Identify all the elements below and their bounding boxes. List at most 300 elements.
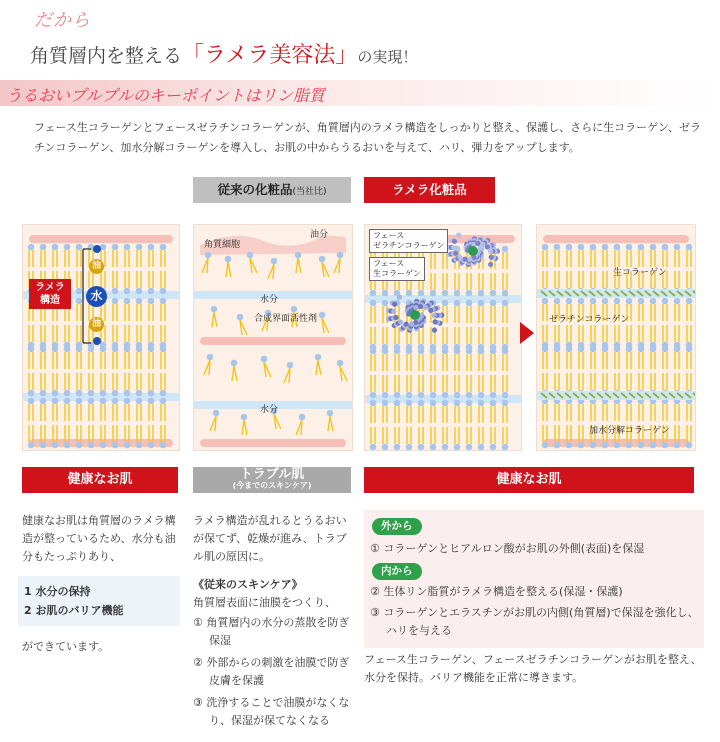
lipid-head [148,298,155,305]
lipid-head [382,290,389,297]
lipid-head [136,298,143,305]
lipid-head [136,442,143,449]
lamella-diagram-healthy [23,225,179,450]
healthy-ending: ができています。 [22,640,110,653]
lamella-diagram-result [537,225,695,450]
lipid-head [406,348,413,355]
trouble-item-1: ① 角質層内の水分の蒸散を防ぎ保湿 [193,616,350,647]
lipid-head [614,442,621,449]
lamella-footer-text: フェース生コラーゲン、フェースゼラチンコラーゲンがお肌を整え、水分を保持。バリア機能を正常に導きます。 [364,653,702,684]
lipid-head [295,252,302,259]
lipid-head [442,392,449,399]
collagen-bead [475,241,480,246]
lipid-head [614,244,621,251]
lipid-head [112,244,119,251]
point-2: 2 お肌のバリア機能 [24,604,124,617]
lipid-head [88,346,95,353]
lipid-head [327,410,334,417]
lipid-head [626,244,633,251]
lipid-head [430,290,437,297]
lipid-head [686,298,693,305]
lipid-head [638,346,645,353]
keratin-cell [543,235,689,243]
lipid-head [454,400,461,407]
lipid-head [136,288,143,295]
lipid-head [478,290,485,297]
lipid-head [88,398,95,405]
lipid-head [466,400,473,407]
lipid-head [590,346,597,353]
lipid-head [674,442,681,449]
lipid-head [554,244,561,251]
column-trouble [193,512,355,730]
gelatin-collagen-label: ゼラチンコラーゲン [549,315,630,325]
lipid-tail [244,420,247,435]
lipid-head [578,346,585,353]
lipid-head [626,346,633,353]
lipid-head [40,244,47,251]
lipid-head [28,390,35,397]
lipid-head [478,392,485,399]
lipid-head [394,400,401,407]
lipid-head [418,400,425,407]
lipid-head [160,346,167,353]
marker-dot [93,337,101,345]
lipid-tail [296,258,298,273]
lipid-tail [226,262,228,277]
trouble-lead: 角質層表面に油膜をつくり、 [193,596,336,609]
lamella-tag: ラメラ 構造 [29,279,71,309]
page-title [30,38,417,69]
lipid-head [602,442,609,449]
lipid-head [406,400,413,407]
subhead: うるおいプルプルのキーポイントはリン脂質 [6,86,325,105]
lipid-tail [207,258,208,273]
lipid-tail [339,258,340,273]
lipid-head [638,442,645,449]
lipid-head [554,442,561,449]
lipid-head [674,244,681,251]
headline-highlight: 「ラメラ美容法」 [182,43,358,68]
lipid-head [602,298,609,305]
lipid-head [502,300,509,307]
lipid-head [478,348,485,355]
lipid-head [76,398,83,405]
lipid-head [287,362,294,369]
lipid-tail [232,366,234,381]
lipid-head [686,346,693,353]
lipid-head [442,444,449,450]
collagen-bead [413,305,418,310]
column-lamella-box [364,510,704,648]
healthy-text: 健康なお肌は角質層のラメラ構造が整っているため、水分も油分もたっぷりあり、 [22,514,176,563]
panel-lamella-result [536,224,696,451]
lipid-head [430,400,437,407]
lipid-tail [212,312,214,327]
lipid-head [638,298,645,305]
lipid-tail [234,366,237,381]
lipid-head [418,348,425,355]
lipid-head [454,444,461,450]
lipid-head [502,400,509,407]
lipid-head [394,348,401,355]
lipid-head [614,346,621,353]
lipid-head [28,244,35,251]
lipid-head [213,410,220,417]
collagen-core [410,310,420,320]
collagen-bead [462,256,467,261]
lipid-head [590,244,597,251]
lipid-head [382,400,389,407]
collagen-bead [393,315,398,320]
lipid-head [136,346,143,353]
collagen-bead [457,255,462,260]
lipid-head [454,300,461,307]
marker-dot [93,245,101,253]
trouble-text: ラメラ構造が乱れるとうるおいが保てず、乾燥が進み、トラブル肌の原因に。 [193,514,347,563]
tag-traditional-label: 従来の化粧品 [217,182,293,197]
lipid-head [442,300,449,307]
lipid-head [650,244,657,251]
oil-label: 油分 [310,230,329,240]
collagen-bead [404,322,409,327]
lipid-head [64,390,71,397]
lipid-tail [242,420,244,435]
lipid-head [124,442,131,449]
collagen-bead [432,328,437,333]
lipid-head [686,244,693,251]
collagen-bead [489,255,494,260]
lipid-head [247,252,254,259]
lipid-head [502,290,509,297]
lipid-head [454,348,461,355]
lipid-head [590,298,597,305]
lipid-head [382,300,389,307]
lipid-head [566,244,573,251]
lipid-head [40,346,47,353]
lipid-head [490,444,497,450]
lipid-head [442,348,449,355]
lipid-head [370,300,377,307]
lipid-head [28,398,35,405]
lipid-head [490,300,497,307]
lipid-head [674,346,681,353]
lipid-head [454,392,461,399]
lipid-head [590,442,597,449]
lipid-head [337,252,344,259]
lipid-head [382,444,389,450]
lipid-head [88,442,95,449]
lipid-head [542,298,549,305]
oil-badge-bottom: 油 [89,317,104,332]
lipid-head [52,398,59,405]
lipid-head [662,346,669,353]
lipid-head [430,392,437,399]
lipid-tail [214,312,217,327]
lipid-tail [318,360,321,375]
lipid-tail [316,360,318,375]
lipid-head [315,354,322,361]
outside-pill: 外から [372,518,422,535]
panel-trouble [193,224,353,451]
lipid-head [124,298,131,305]
lipid-head [554,346,561,353]
lipid-head [136,390,143,397]
headline-post: の実現！ [357,48,418,66]
lipid-head [124,288,131,295]
lipid-head [124,346,131,353]
lipid-head [566,346,573,353]
arrow-right-icon [520,322,534,344]
panel-healthy [22,224,180,451]
collagen-bead [409,322,414,327]
collagen-bead [397,295,402,300]
lipid-head [394,392,401,399]
lipid-head [112,288,119,295]
lipid-head [566,298,573,305]
lipid-head [231,360,238,367]
healthy-skin-banner-2: 健康なお肌 [364,467,694,493]
lipid-head [124,390,131,397]
surfactant-label: 合成界面活性剤 [254,314,318,324]
lipid-head [454,290,461,297]
hydro-collagen-label: 加水分解コラーゲン [589,426,670,436]
lipid-head [490,290,497,297]
lipid-head [662,244,669,251]
lipid-head [160,390,167,397]
collagen-core [468,246,478,256]
lipid-head [160,244,167,251]
lipid-head [211,306,218,313]
collagen-bead [451,245,456,250]
lipid-head [337,360,344,367]
lipid-head [566,442,573,449]
lipid-head [100,390,107,397]
lipid-head [406,290,413,297]
lipid-tail [215,416,216,431]
lipid-head [490,400,497,407]
collagen-bead [432,313,437,318]
keratin-label: 角質細胞 [204,240,241,250]
lipid-head [100,346,107,353]
lipid-head [148,244,155,251]
lipid-head [650,346,657,353]
lipid-head [52,346,59,353]
lipid-head [64,442,71,449]
lipid-head [88,390,95,397]
lipid-head [542,244,549,251]
lipid-tail [289,368,290,383]
lipid-head [430,444,437,450]
collagen-bead [480,242,485,247]
lipid-tail [228,262,231,277]
lipid-tail [330,416,333,431]
tag-lamella: ラメラ化粧品 [364,177,495,203]
inside-item-2: ③ コラーゲンとエラスチンがお肌の内側(角質層)で保湿を強化し、ハリを与える [370,606,699,637]
lipid-head [40,390,47,397]
lipid-head [602,346,609,353]
lipid-head [370,444,377,450]
lipid-head [650,298,657,305]
lipid-head [76,298,83,305]
collagen-bead [432,319,437,324]
lipid-head [626,298,633,305]
lipid-head [370,290,377,297]
lipid-head [76,442,83,449]
lipid-head [160,398,167,405]
lipid-head [502,444,509,450]
lipid-head [638,244,645,251]
lipid-tail [273,264,274,279]
face-raw-label: フェース 生コラーゲン [369,257,425,281]
trouble-label: トラブル肌 [239,467,305,482]
collagen-bead [418,304,423,309]
lipid-head [225,256,232,263]
lipid-head [662,298,669,305]
water-label-2: 水分 [260,405,279,415]
lipid-head [554,298,561,305]
lipid-head [578,244,585,251]
lipid-head [76,346,83,353]
tag-traditional-note: (当社比) [292,187,327,197]
lipid-head [52,244,59,251]
collagen-bead [428,308,433,313]
lipid-head [490,392,497,399]
lipid-tail [209,360,210,375]
collagen-bead [467,257,472,262]
lipid-head [478,444,485,450]
lipid-head [650,442,657,449]
lipid-tail [328,416,330,431]
lipid-head [299,414,306,421]
point-1: 1 水分の保持 [24,585,91,598]
water-badge: 水 [86,286,107,307]
intro-text: フェース生コラーゲンとフェースゼラチンコラーゲンが、角質層内のラメラ構造をしっかりと整え、保護し、さらに生コラーゲン、ゼラチンコラーゲン、加水分解コラーゲンを導入し、お肌の中からうるおいを与えて、ハリ、弾力をアップします。 [34,121,702,154]
outside-item: ① コラーゲンとヒアルロン酸がお肌の外側(表面)を保湿 [370,542,645,555]
lipid-head [394,444,401,450]
collagen-bead [452,239,457,244]
lipid-head [370,392,377,399]
lipid-tail [298,258,301,273]
lipid-head [205,252,212,259]
tag-traditional [193,177,351,203]
lipid-head [112,398,119,405]
lipid-head [578,298,585,305]
lipid-head [148,346,155,353]
lipid-head [76,390,83,397]
lipid-head [124,398,131,405]
lipid-head [614,298,621,305]
trouble-heading: 《従来のスキンケア》 [193,578,303,591]
healthy-points [18,576,180,626]
keratin-cell [200,337,346,345]
collagen-bead [392,302,397,307]
lipid-head [370,400,377,407]
lipid-head [442,400,449,407]
lipid-head [370,348,377,355]
collagen-bead [453,251,458,256]
lipid-head [674,298,681,305]
collagen-bead [488,249,493,254]
lipid-head [502,348,509,355]
collagen-bead [398,319,403,324]
lipid-head [100,442,107,449]
healthy-skin-banner-1: 健康なお肌 [22,467,178,493]
lipid-head [52,390,59,397]
lamella-diagram-trouble [194,225,352,450]
lipid-head [578,442,585,449]
trouble-sub: (今までのスキンケア) [232,481,312,490]
lipid-head [442,290,449,297]
lipid-head [241,414,248,421]
lipid-head [418,392,425,399]
kicker: だから [34,10,91,31]
trouble-skin-banner [193,467,351,493]
lipid-head [319,312,326,319]
lipid-head [237,314,244,321]
lipid-head [542,442,549,449]
lipid-head [148,398,155,405]
lipid-head [40,442,47,449]
lipid-head [160,288,167,295]
lipid-head [542,346,549,353]
inside-item-1: ② 生体リン脂質がラメラ構造を整える(保湿・保護) [370,585,623,598]
lipid-head [406,392,413,399]
collagen-bead [485,244,490,249]
collagen-bead [391,309,396,314]
lipid-head [28,442,35,449]
lipid-head [52,442,59,449]
lipid-head [466,348,473,355]
lipid-head [112,390,119,397]
lipid-head [418,290,425,297]
lipid-head [148,390,155,397]
keratin-cell [29,235,173,243]
lipid-head [478,400,485,407]
oil-badge-top: 油 [89,259,104,274]
lipid-head [502,246,509,253]
lipid-head [406,444,413,450]
inside-pill: 内から [372,563,422,580]
trouble-item-2: ② 外部からの刺激を油膜で防ぎ皮膚を保護 [193,656,350,687]
lipid-head [136,244,143,251]
lipid-head [319,256,326,263]
lipid-head [490,348,497,355]
lipid-head [64,398,71,405]
lipid-head [160,442,167,449]
lipid-head [466,290,473,297]
lipid-head [124,244,131,251]
lipid-head [686,442,693,449]
lipid-head [466,444,473,450]
lipid-head [662,442,669,449]
lipid-tail [301,420,302,435]
lipid-head [112,346,119,353]
lipid-head [478,300,485,307]
raw-collagen-label: 生コラーゲン [613,268,667,278]
lipid-head [40,398,47,405]
lipid-head [160,298,167,305]
lipid-head [466,300,473,307]
lipid-head [626,442,633,449]
collagen-bead [456,233,461,238]
lipid-head [148,288,155,295]
lipid-head [602,244,609,251]
panel-lamella-apply [364,224,522,451]
lipid-head [100,398,107,405]
collagen-bead [423,305,428,310]
lipid-head [64,346,71,353]
